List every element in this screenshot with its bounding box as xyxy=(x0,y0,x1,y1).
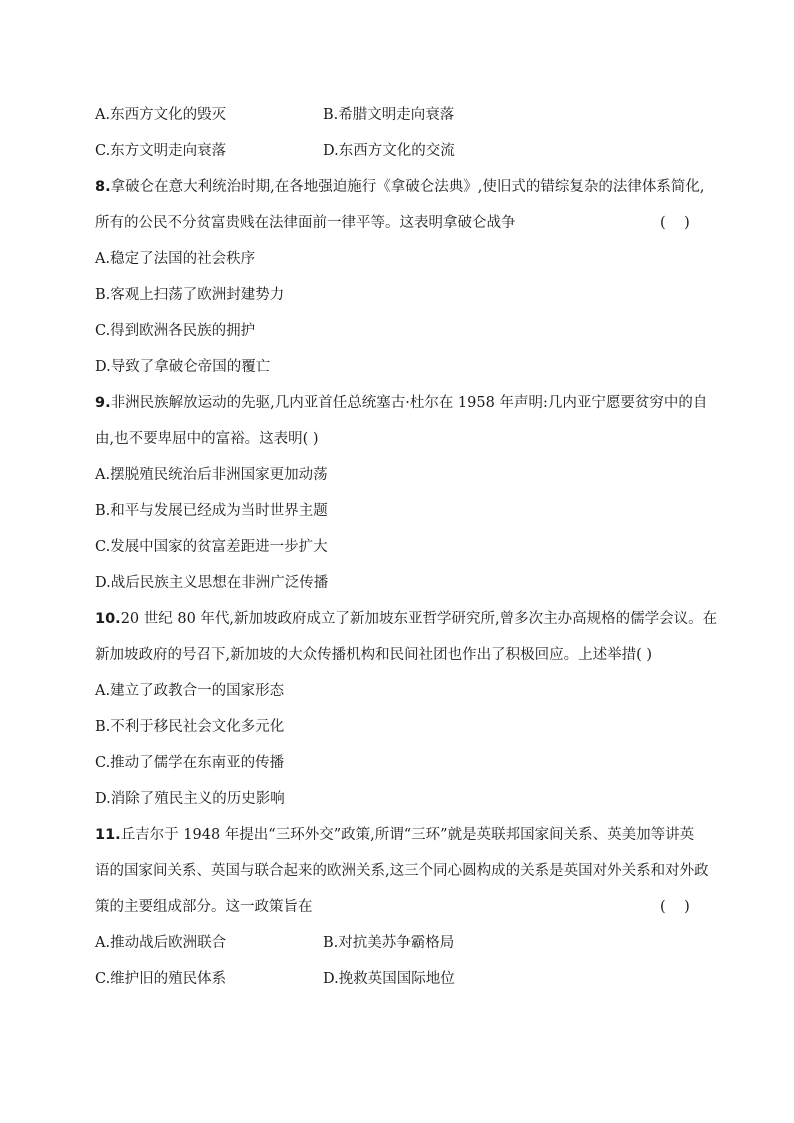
q8-option-b: B.客观上扫荡了欧洲封建势力 xyxy=(95,287,285,303)
q11-option-d: D.挽救英国国际地位 xyxy=(323,971,455,987)
q10-stem-line2: 新加坡政府的号召下,新加坡的大众传播机构和民间社团也作出了积极回应。上述举措( ) xyxy=(95,647,653,663)
q7-option-d: D.东西方文化的交流 xyxy=(323,143,455,159)
q10-option-c: C.推动了儒学在东南亚的传播 xyxy=(95,755,285,771)
q8-stem-text1: 拿破仑在意大利统治时期,在各地强迫施行《拿破仑法典》,使旧式的错综复杂的法律体系简化, xyxy=(110,179,705,195)
q11-stem-line2: 语的国家间关系、英国与联合起来的欧洲关系,这三个同心圆构成的关系是英国对外关系和对外政 xyxy=(95,863,709,879)
q9-option-b: B.和平与发展已经成为当时世界主题 xyxy=(95,503,328,519)
q9-stem-line1 xyxy=(95,393,707,413)
q9-number: 9. xyxy=(95,395,111,411)
q11-stem-line1 xyxy=(95,825,694,845)
q8-answer-paren: ( ) xyxy=(660,215,690,231)
q11-stem-line3: 策的主要组成部分。这一政策旨在 xyxy=(95,899,313,915)
q8-option-c: C.得到欧洲各民族的拥护 xyxy=(95,323,256,339)
q11-stem-text1: 丘吉尔于 1948 年提出“三环外交”政策,所谓“三环”就是英联邦国家间关系、英美加等讲英 xyxy=(120,827,695,843)
q10-stem-line1 xyxy=(95,609,717,629)
q11-option-b: B.对抗美苏争霸格局 xyxy=(323,935,455,951)
q8-option-a: A.稳定了法国的社会秩序 xyxy=(95,251,256,267)
q7-option-a: A.东西方文化的毁灭 xyxy=(95,107,227,123)
q8-number: 8. xyxy=(95,179,111,195)
q11-answer-paren: ( ) xyxy=(660,899,690,915)
q9-option-c: C.发展中国家的贫富差距进一步扩大 xyxy=(95,539,328,555)
q9-stem-text1: 非洲民族解放运动的先驱,几内亚首任总统塞古·杜尔在 1958 年声明:几内亚宁愿要贫穷中的自 xyxy=(110,395,708,411)
q9-stem-line2: 由,也不要卑屈中的富裕。这表明( ) xyxy=(95,431,319,447)
q10-stem-text1: 20 世纪 80 年代,新加坡政府成立了新加坡东亚哲学研究所,曾多次主办高规格的儒学会议。在 xyxy=(120,611,718,627)
q9-option-d: D.战后民族主义思想在非洲广泛传播 xyxy=(95,575,329,591)
q10-option-d: D.消除了殖民主义的历史影响 xyxy=(95,791,285,807)
q11-option-a: A.推动战后欧洲联合 xyxy=(95,935,227,951)
q11-number: 11. xyxy=(95,827,121,843)
q8-option-d: D.导致了拿破仑帝国的覆亡 xyxy=(95,359,271,375)
q10-number: 10. xyxy=(95,611,121,627)
q7-option-b: B.希腊文明走向衰落 xyxy=(323,107,455,123)
q8-stem-line2: 所有的公民不分贫富贵贱在法律面前一律平等。这表明拿破仑战争 xyxy=(95,215,516,231)
q8-stem-line1 xyxy=(95,177,704,197)
q7-option-c: C.东方文明走向衰落 xyxy=(95,143,227,159)
q9-option-a: A.摆脱殖民统治后非洲国家更加动荡 xyxy=(95,467,328,483)
q10-option-b: B.不利于移民社会文化多元化 xyxy=(95,719,285,735)
q10-option-a: A.建立了政教合一的国家形态 xyxy=(95,683,285,699)
q11-option-c: C.维护旧的殖民体系 xyxy=(95,971,227,987)
